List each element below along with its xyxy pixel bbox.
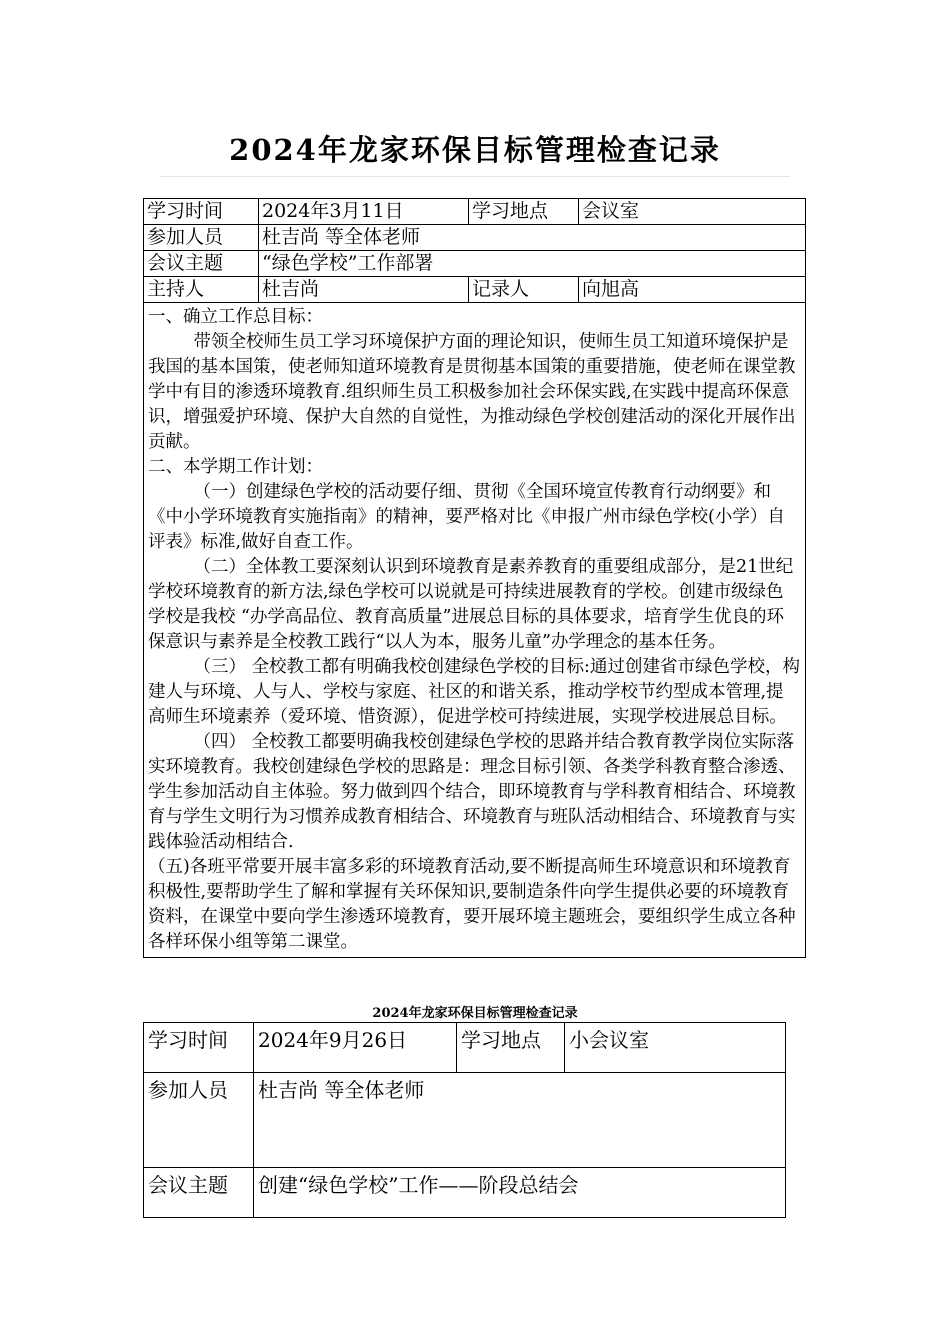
participants-label: 参加人员 (144, 1073, 254, 1168)
study-time-label: 学习时间 (144, 1023, 254, 1073)
recorder-label: 记录人 (469, 277, 579, 303)
body-paragraph: （四） 全校教工都要明确我校创建绿色学校的思路并结合教育教学岗位实际落实环境教育。我校创建绿色学校的思路是：理念目标引领、各类学科教育整合渗透、学生参加活动自主体验。努力做到四个结合，即环境教育与学科教育相结合、环境教育与学生文明行为习惯养成教育相结合、环境教育与班队活动相结合、环境教育与实践体验活动相结合. (148, 732, 796, 852)
study-place-value: 小会议室 (565, 1023, 786, 1073)
study-time-value: 2024年9月26日 (254, 1023, 457, 1073)
table-row (144, 1073, 786, 1168)
study-time-label: 学习时间 (144, 199, 259, 225)
table-row (144, 1168, 786, 1218)
recorder-value: 向旭高 (579, 277, 806, 303)
topic-label: 会议主题 (144, 1168, 254, 1218)
study-place-label: 学习地点 (457, 1023, 565, 1073)
record-table-1 (143, 198, 806, 958)
meeting-content (144, 303, 806, 958)
table-row (144, 303, 806, 958)
topic-value: “绿色学校”工作部署 (259, 251, 806, 277)
body-paragraph: 带领全校师生员工学习环境保护方面的理论知识，使师生员工知道环境保护是我国的基本国策，使老师知道环境教育是贯彻基本国策的重要措施，使老师在课堂教学中有目的渗透环境教育.组织师生员工积极参加社会环保实践,在实践中提高环保意识，增强爱护环境、保护大自然的自觉性，为推动绿色学校创建活动的深化开展作出贡献。 (148, 332, 796, 452)
title-divider (160, 176, 790, 177)
study-place-value: 会议室 (579, 199, 806, 225)
table-row (144, 1023, 786, 1073)
table-row (144, 277, 806, 303)
table-row (144, 251, 806, 277)
study-time-value: 2024年3月11日 (259, 199, 469, 225)
topic-label: 会议主题 (144, 251, 259, 277)
section-heading: 二、本学期工作计划： (148, 457, 323, 477)
host-label: 主持人 (144, 277, 259, 303)
study-place-label: 学习地点 (469, 199, 579, 225)
body-paragraph: （一）创建绿色学校的活动要仔细、贯彻《全国环境宣传教育行动纲要》和《中小学环境教育实施指南》的精神，要严格对比《申报广州市绿色学校(小学）自评表》标准,做好自查工作。 (148, 482, 785, 552)
body-paragraph: （三） 全校教工都有明确我校创建绿色学校的目标:通过创建省市绿色学校，构建人与环境、人与人、学校与家庭、社区的和谐关系，推动学校节约型成本管理,提高师生环境素养（爱环境、惜资源），促进学校可持续进展，实现学校进展总目标。 (148, 657, 800, 727)
participants-label: 参加人员 (144, 225, 259, 251)
table-row (144, 225, 806, 251)
participants-value: 杜吉尚 等全体老师 (259, 225, 806, 251)
body-paragraph: （二）全体教工要深刻认识到环境教育是素养教育的重要组成部分，是21世纪学校环境教育的新方法,绿色学校可以说就是可持续进展教育的学校。创建市级绿色学校是我校 “办学高品位、教育高质量”进展总目标的具体要求，培育学生优良的环保意识与素养是全校教工践行“以人为本，服务儿童”办学理念的基本任务。 (148, 557, 794, 652)
page-title: 2024年龙家环保目标管理检查记录 (229, 133, 721, 167)
body-paragraph: （五)各班平常要开展丰富多彩的环境教育活动,要不断提高师生环境意识和环境教育积极性,要帮助学生了解和掌握有关环保知识,要制造条件向学生提供必要的环境教育资料，在课堂中要向学生渗透环境教育，要开展环境主题班会，要组织学生成立各种各样环保小组等第二课堂。 (148, 857, 796, 952)
host-value: 杜吉尚 (259, 277, 469, 303)
second-record-title: 2024年龙家环保目标管理检查记录 (372, 1006, 578, 1021)
table-row (144, 199, 806, 225)
section-heading: 一、确立工作总目标： (148, 307, 323, 327)
participants-value: 杜吉尚 等全体老师 (254, 1073, 786, 1168)
topic-value: 创建“绿色学校”工作——阶段总结会 (254, 1168, 786, 1218)
record-table-2 (143, 1022, 786, 1218)
